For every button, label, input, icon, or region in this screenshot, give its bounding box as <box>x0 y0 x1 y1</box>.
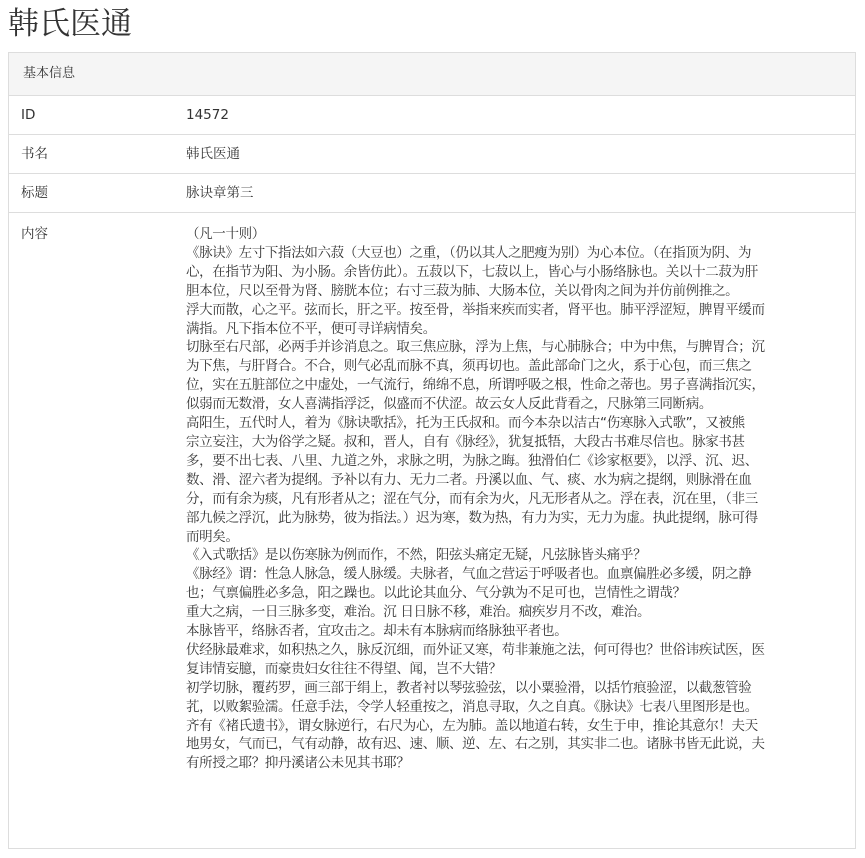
content-line: 满指。凡下指本位不平，便可寻详病情矣。 <box>186 320 436 337</box>
content-line: 本脉皆平，络脉否者，宜攻击之。却未有本脉病而络脉独平者也。 <box>186 623 568 640</box>
content-line: 心，在指节为阳、为小肠。余皆仿此）。五菽以下，七菽以上，皆心与小肠络脉也。关以十二菽为肝 <box>186 263 758 280</box>
content-line: 多，要不出七表、八里、九道之外，求脉之明，为脉之晦。独滑伯仁《诊家枢要》，以浮、沉、迟、 <box>186 452 758 469</box>
content-line: 有所授之耶？抑丹溪诸公未见其书耶？ <box>186 755 410 772</box>
content-line: 浮大而散，心之平。弦而长，肝之平。按至骨，举指来疾而实者，肾平也。肺平浮涩短，脾胃平缓而 <box>186 301 765 318</box>
content-line: 宗立妄注，大为俗学之疑。叔和，晋人，自有《脉经》，犹复抵牾，大段古书难尽信也。脉家书甚 <box>186 433 745 450</box>
row-id <box>9 96 855 135</box>
content-text <box>186 225 855 773</box>
row-value-id: 14572 <box>186 107 229 123</box>
content-line: 地男女，气而已，气有动静，故有迟、速、顺、逆、左、右之别，其实非二也。诸脉书皆无此说，夫 <box>186 736 765 753</box>
page-title: 韩氏医通 <box>8 6 132 42</box>
content-line: 芤，以败絮验濡。任意手法，令学人轻重按之，消息寻取，久之自真。《脉诀》七表八里图形是也。 <box>186 698 758 715</box>
content-line: 为下焦，与肝肾合。不合，则气必乱而脉不真，须再切也。盖此部命门之火，系于心包，而三焦之 <box>186 358 752 375</box>
content-line: （凡一十则） <box>186 226 265 242</box>
content-line: 高阳生，五代时人，着为《脉诀歌括》，托为王氏叔和。而今本杂以洁古“伤寒脉入式歌”，又被熊 <box>186 415 745 432</box>
content-line: 复讳情妄臆，而豪贵妇女往往不得望、闻，岂不大错？ <box>186 660 502 677</box>
content-line: 而明矣。 <box>186 528 239 545</box>
row-content <box>9 213 855 773</box>
row-label-id: ID <box>21 107 36 123</box>
row-book-name <box>9 135 855 174</box>
content-line: 似弱而无数滑，女人喜满指浮泛，似盛而不伏涩。故云女人反此背看之，尺脉第三同断病。 <box>186 396 712 413</box>
row-title <box>9 174 855 213</box>
content-line: 《脉诀》左寸下指法如六菽（大豆也）之重，（仍以其人之肥瘦为别）为心本位。（在指顶为阴、为 <box>186 244 752 261</box>
content-line: 数、滑、涩六者为提纲。予补以有力、无力二者。丹溪以血、气、痰、水为病之提纲，则脉滑在血 <box>186 471 752 488</box>
content-line: 部九候之浮沉，此为脉势，彼为指法。）迟为寒，数为热，有力为实，无力为虚。执此提纲，脉可得 <box>186 509 758 526</box>
content-line: 初学切脉，覆药罗，画三部于绢上，教者衬以琴弦验弦，以小粟验滑，以括竹痕验涩，以截葱管验 <box>186 679 752 696</box>
content-line: 切脉至右尺部，必两手并诊消息之。取三焦应脉，浮为上焦，与心肺脉合；中为中焦，与脾胃合；沉 <box>186 339 765 356</box>
content-line: 伏经脉最难求，如积热之久，脉反沉细，而外证又寒，苟非兼施之法，何可得也？世俗讳疾试医，医 <box>186 641 765 658</box>
row-value-book-name: 韩氏医通 <box>186 146 240 162</box>
row-label-content: 内容 <box>21 226 48 242</box>
panel-heading: 基本信息 <box>9 53 855 96</box>
row-label-title: 标题 <box>21 185 48 201</box>
row-label-book-name: 书名 <box>21 146 48 162</box>
info-panel <box>8 52 856 849</box>
content-line: 位，实在五脏部位之中虚处，一气流行，绵绵不息，所谓呼吸之根，性命之蒂也。男子喜满指沉实， <box>186 377 765 394</box>
content-line: 胆本位，尺以至骨为肾、膀胱本位；右寸三菽为肺、大肠本位，关以骨肉之间为并仿前例推之。 <box>186 282 739 299</box>
content-line: 分，而有余为痰，凡有形者从之；涩在气分，而有余为火，凡无形者从之。浮在表，沉在里，（非三 <box>186 490 758 507</box>
content-line: 《入式歌括》是以伤寒脉为例而作，不然，阳弦头痛定无疑，凡弦脉皆头痛乎？ <box>186 547 647 564</box>
content-line: 齐有《褚氏遗书》，谓女脉逆行，右尺为心，左为肺。盖以地道右转，女生于申，推论其意尔！夫天 <box>186 717 758 734</box>
content-line: 也；气禀偏胜必多急，阳之躁也。以此论其血分、气分孰为不足可也，岂情性之谓哉？ <box>186 585 686 602</box>
content-line: 重大之病，一日三脉多变，难治。沉 日日脉不移，难治。痼疾岁月不改，难治。 <box>186 604 651 621</box>
content-line: 《脉经》谓：性急人脉急，缓人脉缓。夫脉者，气血之营运于呼吸者也。血禀偏胜必多缓，阴之静 <box>186 566 752 583</box>
row-value-title: 脉诀章第三 <box>186 185 254 201</box>
